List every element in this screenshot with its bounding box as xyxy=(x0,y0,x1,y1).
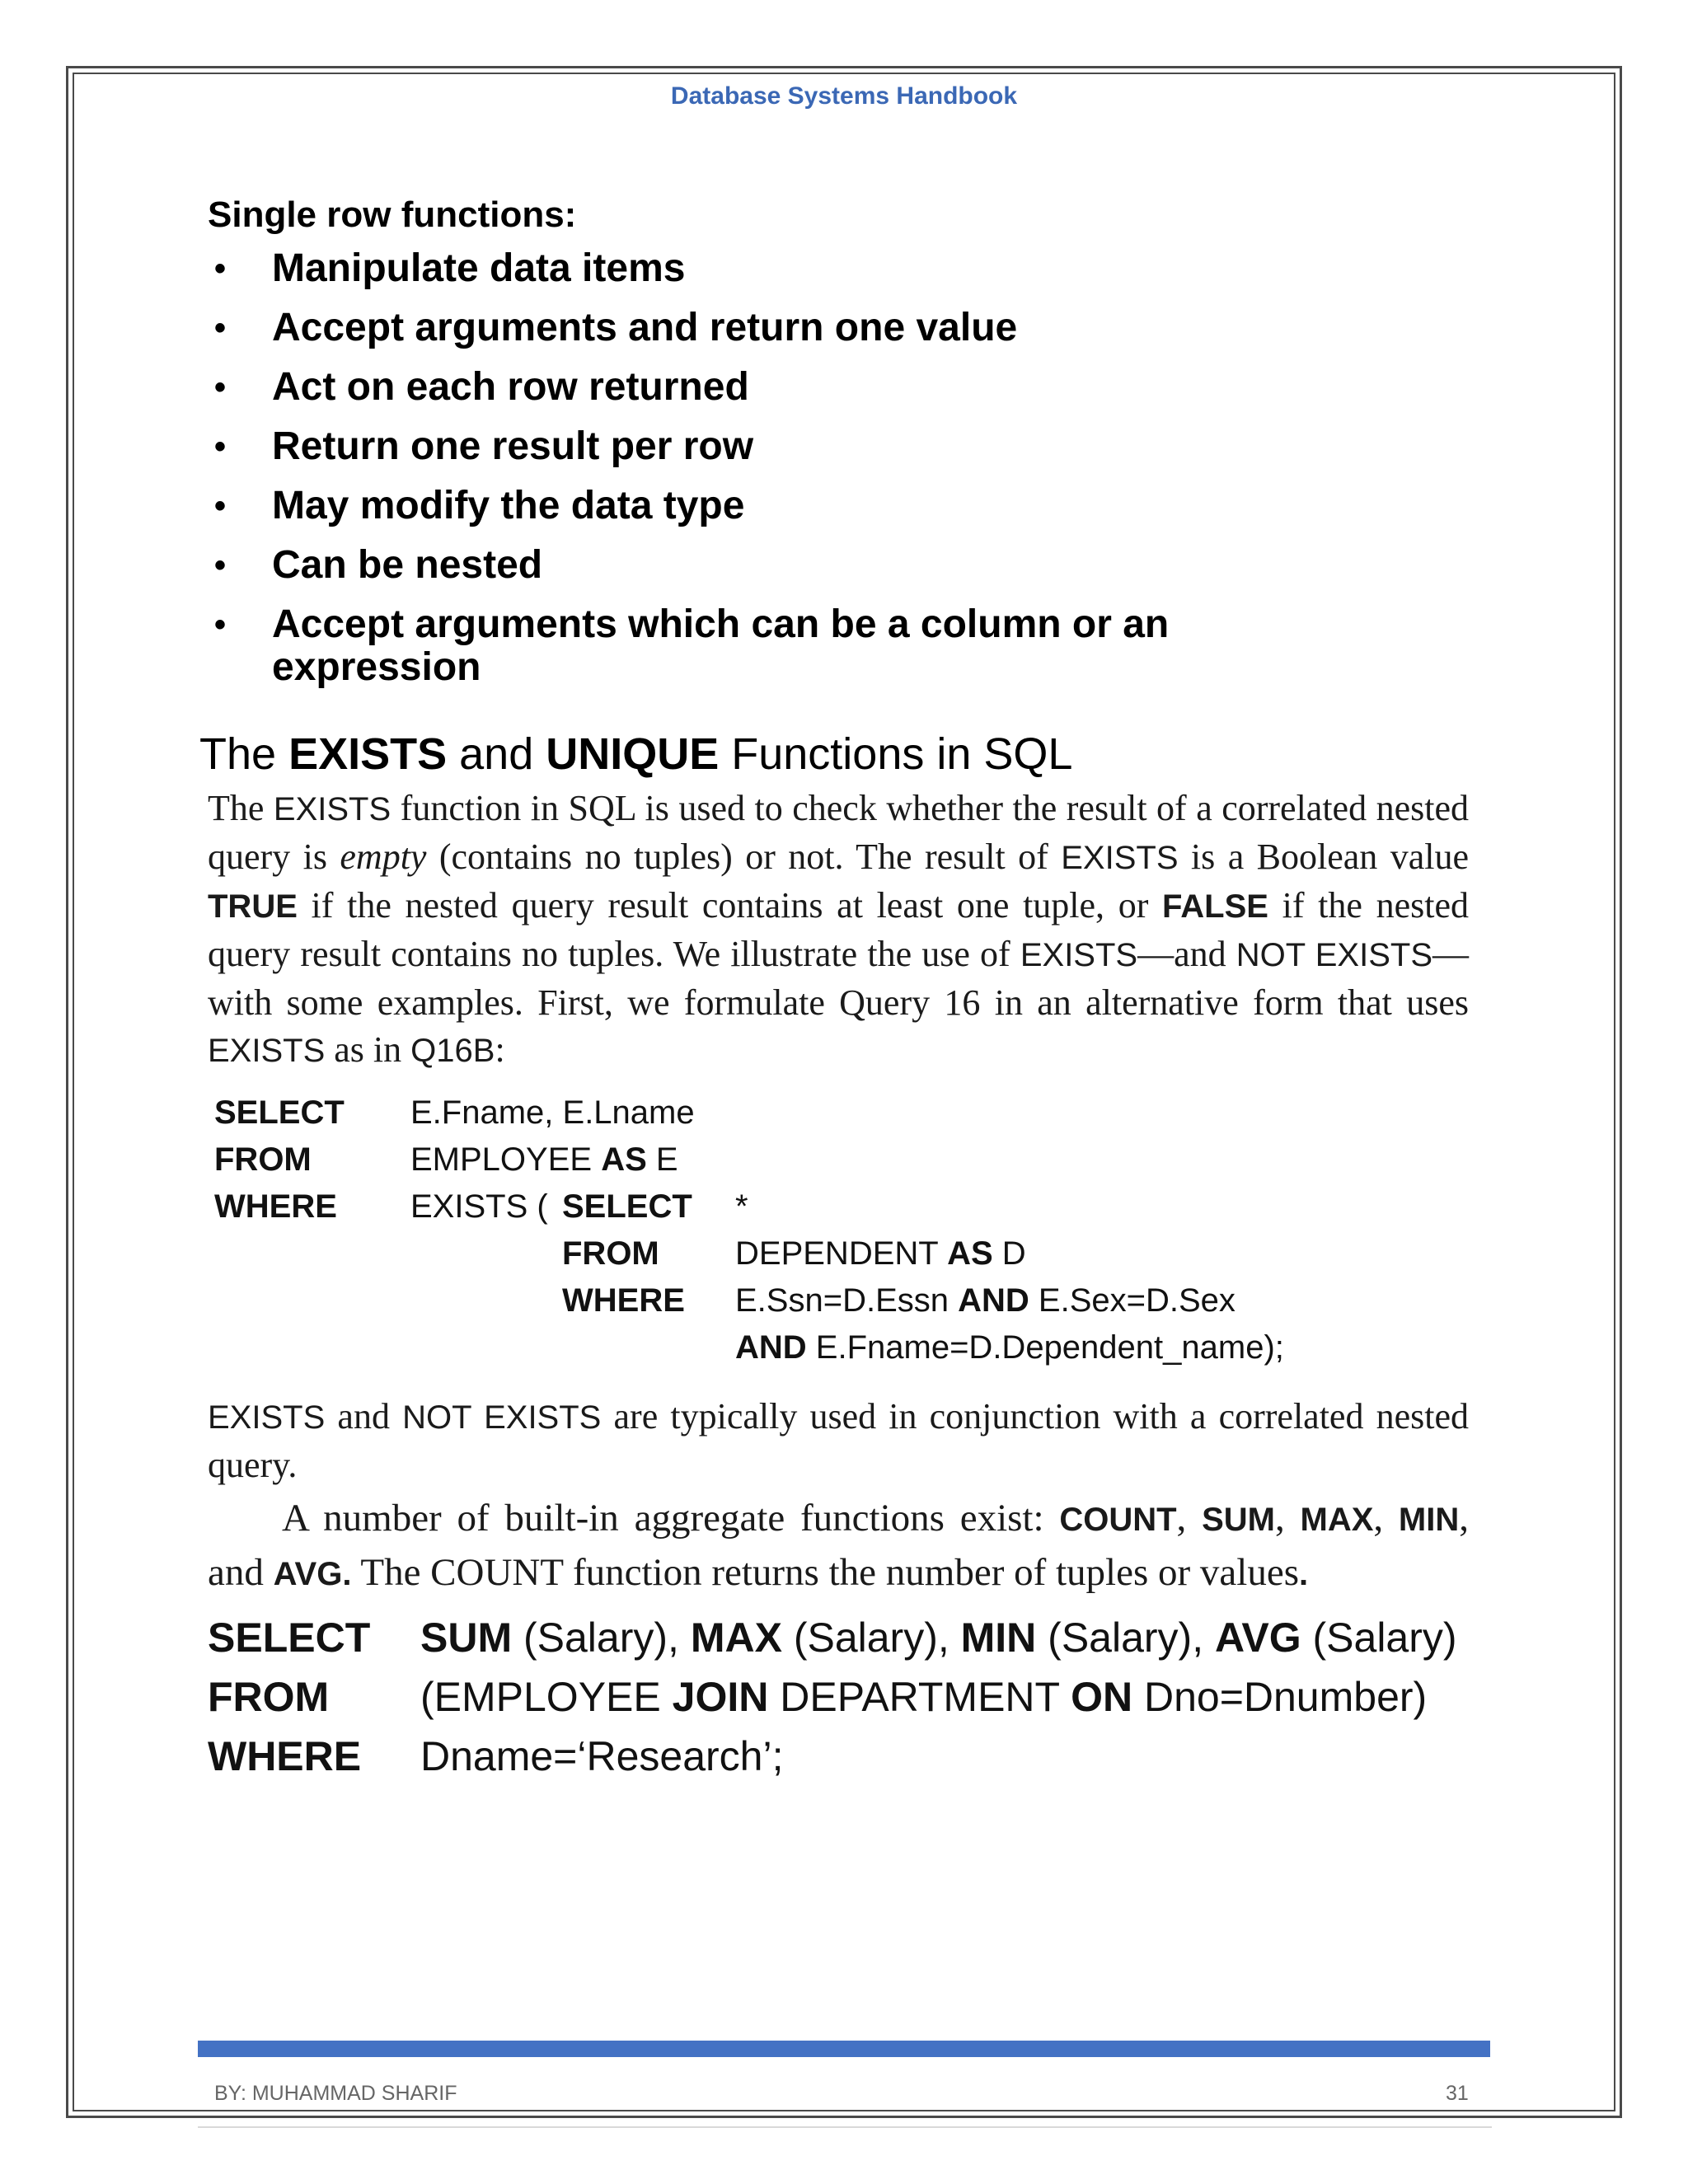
exists-paragraph: The EXISTS function in SQL is used to check whether the result of a correlated nested query is empty (contains no tuples) or not. The result of EXISTS is a Boolean value TRUE if the nested query result contains at least one tuple, or FALSE if the nested query result contains no tuples. We illustrate the use of EXISTS—and NOT EXISTS—with some examples. First, we formulate Query 16 in an alternative form that uses EXISTS as in Q16B: xyxy=(208,788,1469,1070)
bullet-icon: • xyxy=(214,369,227,405)
sql-from-clause: EMPLOYEE AS E xyxy=(410,1141,678,1178)
sql-keyword: WHERE xyxy=(562,1282,685,1319)
section-heading: The EXISTS and UNIQUE Functions in SQL xyxy=(199,729,1073,779)
list-item: • Can be nested xyxy=(214,543,543,587)
list-item: • Act on each row returned xyxy=(214,365,749,409)
page-number: 31 xyxy=(1446,2082,1469,2105)
bottom-divider xyxy=(198,2126,1492,2128)
bullet-icon: • xyxy=(214,488,227,524)
sql-keyword: WHERE xyxy=(208,1733,362,1779)
bullet-icon: • xyxy=(214,429,227,465)
sql-select-list: E.Fname, E.Lname xyxy=(410,1094,695,1131)
exists-usage-paragraph: EXISTS and NOT EXISTS are typically used in conjunction with a correlated nested query. xyxy=(208,1396,1470,1485)
sql-select-aggregates: SUM (Salary), MAX (Salary), MIN (Salary), AVG (Salary) xyxy=(420,1615,1457,1661)
list-item: • Accept arguments and return one value xyxy=(214,306,1018,349)
list-item: • Accept arguments which can be a column or an expression xyxy=(214,602,1170,689)
sql-sub-from: DEPENDENT AS D xyxy=(735,1235,1026,1272)
sql-keyword: WHERE xyxy=(214,1188,337,1225)
sql-from-join: (EMPLOYEE JOIN DEPARTMENT ON Dno=Dnumber) xyxy=(420,1674,1428,1720)
sql-keyword: SELECT xyxy=(214,1094,345,1131)
aggregate-paragraph: A number of built-in aggregate functions exist: COUNT, SUM, MAX, MIN, and AVG. The COUNT function returns the number of tuples or values. xyxy=(208,1497,1469,1594)
bullet-icon: • xyxy=(214,251,227,287)
single-row-list xyxy=(208,247,1362,705)
bullet-icon: • xyxy=(214,547,227,583)
sql-sub-where: E.Ssn=D.Essn AND E.Sex=D.Sex xyxy=(735,1282,1236,1319)
sql-keyword: FROM xyxy=(208,1674,330,1720)
footer-rule xyxy=(198,2041,1490,2057)
list-item: • Return one result per row xyxy=(214,424,754,468)
sql-star: * xyxy=(735,1188,748,1225)
sql-keyword: SELECT xyxy=(562,1188,692,1225)
sql-exists: EXISTS ( xyxy=(410,1188,548,1225)
bullet-icon: • xyxy=(214,310,227,346)
sql-sub-and: AND E.Fname=D.Dependent_name); xyxy=(735,1329,1284,1366)
sql-keyword: FROM xyxy=(214,1141,312,1178)
sql-where-condition: Dname=‘Research’; xyxy=(420,1733,784,1779)
sql-keyword: FROM xyxy=(562,1235,659,1272)
single-row-heading: Single row functions: xyxy=(208,194,577,235)
sql-keyword: SELECT xyxy=(208,1615,371,1661)
list-item: • Manipulate data items xyxy=(214,246,686,290)
bullet-icon: • xyxy=(214,607,227,643)
list-item: • May modify the data type xyxy=(214,484,745,527)
footer-author: BY: MUHAMMAD SHARIF xyxy=(214,2082,457,2105)
running-header: Database Systems Handbook xyxy=(670,82,1018,110)
